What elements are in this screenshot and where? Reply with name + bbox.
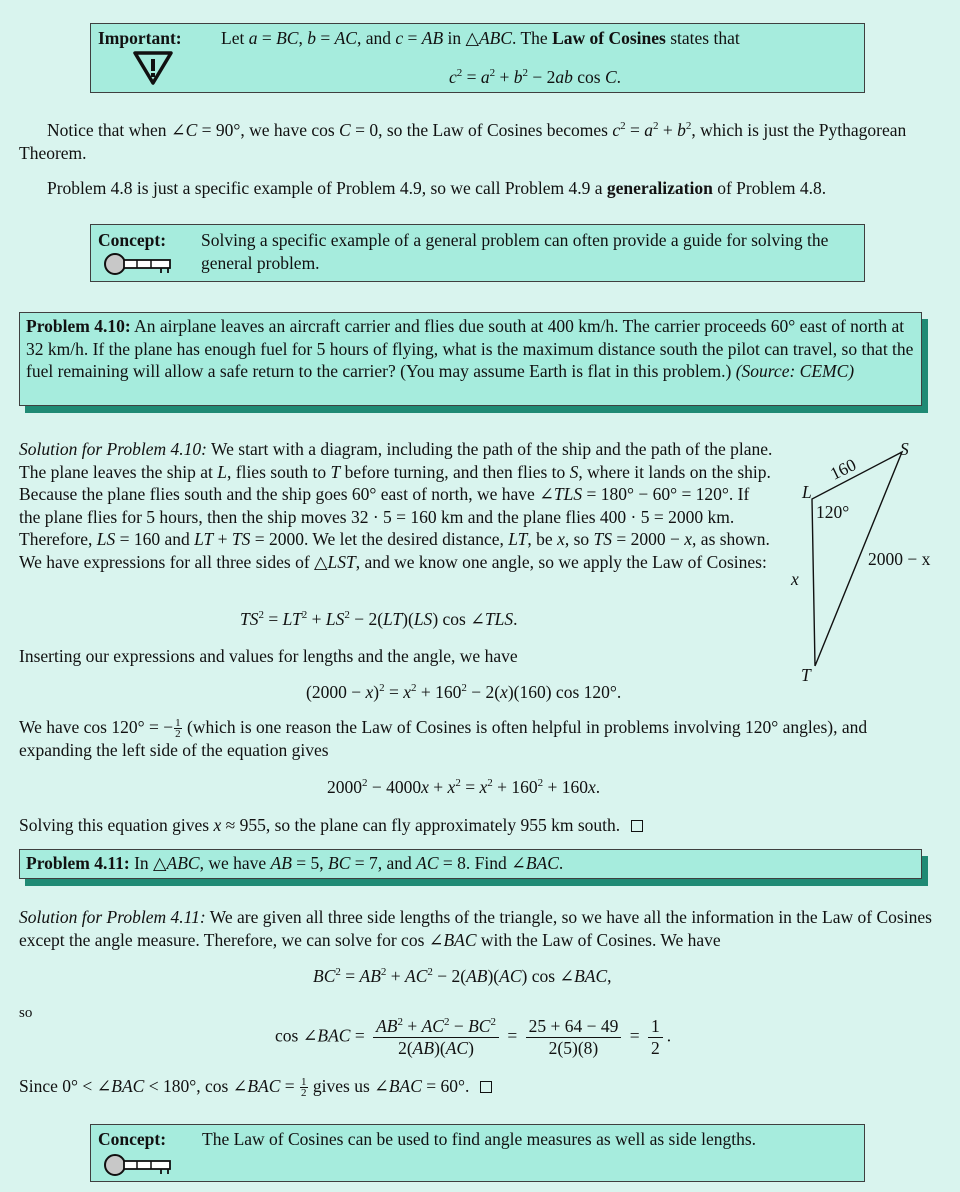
solution-4-10-intro: Solution for Problem 4.10: We start with a diagram, including the path of the ship and the path of the plane. The plane leaves the ship at L, flies south to T before turning, and then flies to S, where it lands on the ship. Because the plane flies south and the ship goes 60° east of north, we have ∠TLS = 180° − 60° = 120°. If the plane flies for 5 hours, then the ship moves 32 · 5 = 160 km and the plane flies 400 · 5 = 2000 km. Therefore, LS = 160 and LT + TS = 2000. We let the desired distance, LT, be x, so TS = 2000 − x, as shown. We have expressions for all three sides of △LST, and we know one angle, so we apply the Law of Cosines:	[19, 439, 773, 572]
equation-law-of-cosines-bac: $BC^2 = AB^2 + AC^2 - 2(AB)(AC)$ cos ∠BAC,	[313, 966, 612, 986]
equation-cos-bac: cos ∠BAC = $\frac{AB^2 + AC^2 - BC^2}{2(AB)(AC)}$ = $\frac{25 + 64 - 49}{2(5)(8)}$ = $\frac{1}{2}$ .	[275, 1016, 672, 1058]
equation-substituted: $(2000 - x)^2 = x^2 + 160^2 - 2(x)(160)$ cos 120°.	[306, 682, 622, 702]
concept-label: Concept:	[98, 1129, 167, 1149]
problem-4-10-text	[26, 315, 916, 383]
paragraph-cos-120: We have cos 120° = − $\frac{1}{2}$ (which is one reason the Law of Cosines is often helpful in problems involving 120° angles), and expanding the left side of the equation gives	[19, 717, 868, 761]
problem-4-10-statement: An airplane leaves an aircraft carrier and flies due south at 400 km/h. The carrier proceeds 60° east of north at 32 km/h. If the plane has enough fuel for 5 hours of flying, what is the maximum distance south the pilot can travel, so that the fuel remaining will allow a safe return to the carrier? (You may assume Earth is flat in this problem.) (Source: CEMC)	[26, 316, 914, 381]
vertex-label-t: T	[801, 665, 811, 685]
paragraph-solution-4-11-conclusion: Since 0° < ∠BAC < 180°, cos ∠BAC = $\frac{1}{2}$ gives us ∠BAC = 60°.	[19, 1075, 939, 1098]
key-icon	[101, 1152, 177, 1178]
solution-4-11-intro: Solution for Problem 4.11: We are given all three side lengths of the triangle, so we have all the information in the Law of Cosines except the angle measure. Therefore, we can solve for cos ∠BAC with the Law of Cosines. We have	[19, 907, 932, 950]
law-of-cosines-formula: $c^2 = a^2 + b^2 - 2ab$ cos C.	[449, 67, 622, 87]
side-label-ts: 2000 − x	[868, 549, 931, 569]
problem-4-10-label: Problem 4.10:	[26, 316, 131, 336]
problem-4-11-statement: In △ABC, we have AB = 5, BC = 7, and AC = 8. Find ∠BAC.	[134, 853, 564, 873]
concept-box-1	[90, 224, 865, 282]
paragraph-so: so	[19, 1005, 33, 1021]
vertex-label-s: S	[900, 439, 909, 459]
problem-4-10-box	[19, 312, 922, 406]
important-box	[90, 23, 865, 93]
problem-4-11-box	[19, 849, 922, 879]
key-icon	[101, 251, 177, 277]
paragraph-generalization: Problem 4.8 is just a specific example of Problem 4.9, so we call Problem 4.9 a generalization of Problem 4.8.	[47, 178, 827, 198]
important-label: Important:	[98, 28, 182, 48]
concept-label: Concept:	[98, 230, 167, 250]
concept-box-2	[90, 1124, 865, 1182]
equation-expanded: $2000^2 - 4000x + x^2 = x^2 + 160^2 + 160x$.	[327, 777, 601, 797]
paragraph-solution-4-10-conclusion: Solving this equation gives x ≈ 955, so the plane can fly approximately 955 km south.	[19, 814, 939, 837]
vertex-label-l: L	[802, 482, 812, 502]
equation-law-of-cosines-tls: $TS^2 = LT^2 + LS^2 - 2(LT)(LS)$ cos ∠TLS.	[240, 609, 518, 629]
concept-text: Solving a specific example of a general problem can often provide a guide for solving the general problem.	[201, 230, 829, 273]
concept-text: The Law of Cosines can be used to find angle measures as well as side lengths.	[202, 1129, 757, 1149]
side-label-x: x	[791, 569, 799, 589]
important-text: Let a = BC, b = AC, and c = AB in △ABC. The Law of Cosines states that	[221, 28, 740, 48]
problem-4-11-text	[26, 852, 916, 875]
problem-4-11-label: Problem 4.11:	[26, 853, 130, 873]
angle-label: 120°	[816, 502, 850, 522]
side-label-ls: 160	[826, 454, 860, 484]
paragraph-inserting: Inserting our expressions and values for lengths and the angle, we have	[19, 646, 518, 666]
warning-icon	[131, 50, 175, 86]
paragraph-pythagorean: Notice that when ∠C = 90°, we have cos C = 0, so the Law of Cosines becomes $c^2 = a^2 + b^2$, which is just the Pythagorean Theorem.	[19, 120, 907, 163]
